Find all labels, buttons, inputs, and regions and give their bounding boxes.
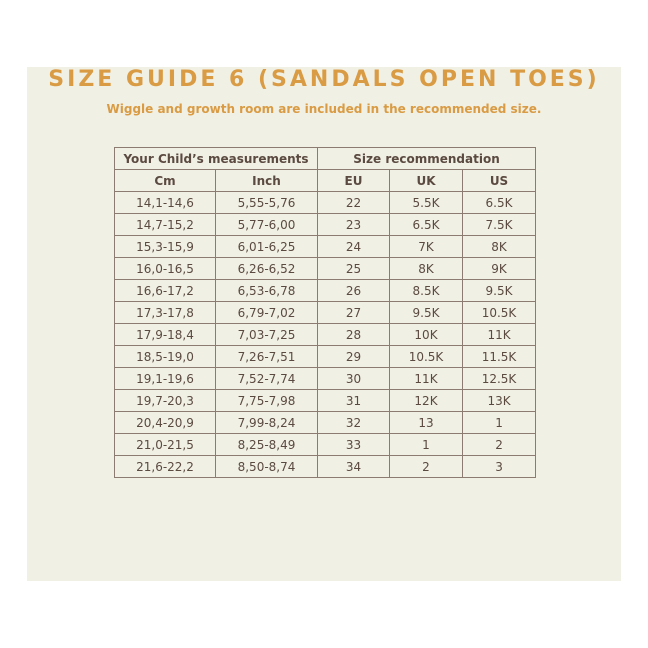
cell-inch: 7,75-7,98: [216, 390, 318, 412]
cell-eu: 22: [318, 192, 390, 214]
cell-eu: 33: [318, 434, 390, 456]
cell-inch: 8,50-8,74: [216, 456, 318, 478]
cell-us: 3: [463, 456, 536, 478]
cell-eu: 32: [318, 412, 390, 434]
cell-eu: 27: [318, 302, 390, 324]
size-guide-panel: [27, 67, 621, 581]
cell-uk: 13: [390, 412, 463, 434]
column-header-eu: EU: [318, 170, 390, 192]
cell-inch: 6,79-7,02: [216, 302, 318, 324]
cell-eu: 34: [318, 456, 390, 478]
cell-cm: 16,6-17,2: [115, 280, 216, 302]
cell-us: 2: [463, 434, 536, 456]
cell-cm: 17,9-18,4: [115, 324, 216, 346]
cell-us: 9K: [463, 258, 536, 280]
table-row: [115, 456, 536, 478]
cell-uk: 2: [390, 456, 463, 478]
cell-us: 10.5K: [463, 302, 536, 324]
cell-uk: 10.5K: [390, 346, 463, 368]
cell-cm: 17,3-17,8: [115, 302, 216, 324]
column-header-us: US: [463, 170, 536, 192]
cell-cm: 19,7-20,3: [115, 390, 216, 412]
table-row: [115, 390, 536, 412]
cell-eu: 26: [318, 280, 390, 302]
header-recommendation: Size recommendation: [318, 148, 536, 170]
cell-eu: 24: [318, 236, 390, 258]
cell-inch: 6,01-6,25: [216, 236, 318, 258]
cell-uk: 10K: [390, 324, 463, 346]
column-header-row: [115, 170, 536, 192]
table-row: [115, 236, 536, 258]
table-row: [115, 302, 536, 324]
cell-eu: 29: [318, 346, 390, 368]
table-row: [115, 434, 536, 456]
cell-us: 7.5K: [463, 214, 536, 236]
size-table: [114, 147, 536, 478]
column-header-cm: Cm: [115, 170, 216, 192]
cell-uk: 7K: [390, 236, 463, 258]
cell-us: 13K: [463, 390, 536, 412]
cell-inch: 7,52-7,74: [216, 368, 318, 390]
cell-uk: 1: [390, 434, 463, 456]
cell-eu: 31: [318, 390, 390, 412]
cell-inch: 6,26-6,52: [216, 258, 318, 280]
cell-inch: 5,55-5,76: [216, 192, 318, 214]
cell-cm: 18,5-19,0: [115, 346, 216, 368]
cell-cm: 21,0-21,5: [115, 434, 216, 456]
cell-eu: 28: [318, 324, 390, 346]
column-header-uk: UK: [390, 170, 463, 192]
cell-inch: 7,26-7,51: [216, 346, 318, 368]
cell-us: 6.5K: [463, 192, 536, 214]
cell-inch: 8,25-8,49: [216, 434, 318, 456]
table-row: [115, 368, 536, 390]
cell-uk: 8K: [390, 258, 463, 280]
cell-cm: 16,0-16,5: [115, 258, 216, 280]
group-header-row: [115, 148, 536, 170]
size-table-body: [115, 192, 536, 478]
page-subtitle: Wiggle and growth room are included in the recommended size.: [106, 102, 542, 116]
cell-cm: 21,6-22,2: [115, 456, 216, 478]
cell-us: 11K: [463, 324, 536, 346]
table-row: [115, 280, 536, 302]
cell-uk: 5.5K: [390, 192, 463, 214]
cell-inch: 6,53-6,78: [216, 280, 318, 302]
cell-cm: 20,4-20,9: [115, 412, 216, 434]
cell-us: 1: [463, 412, 536, 434]
cell-uk: 8.5K: [390, 280, 463, 302]
cell-us: 9.5K: [463, 280, 536, 302]
cell-cm: 14,1-14,6: [115, 192, 216, 214]
cell-us: 8K: [463, 236, 536, 258]
cell-uk: 6.5K: [390, 214, 463, 236]
page-title: SIZE GUIDE 6 (SANDALS OPEN TOES): [48, 67, 600, 92]
cell-uk: 12K: [390, 390, 463, 412]
cell-cm: 19,1-19,6: [115, 368, 216, 390]
cell-inch: 5,77-6,00: [216, 214, 318, 236]
table-row: [115, 214, 536, 236]
table-row: [115, 412, 536, 434]
cell-eu: 25: [318, 258, 390, 280]
header-measurements: Your Child’s measurements: [115, 148, 318, 170]
cell-inch: 7,99-8,24: [216, 412, 318, 434]
cell-us: 12.5K: [463, 368, 536, 390]
cell-us: 11.5K: [463, 346, 536, 368]
table-row: [115, 258, 536, 280]
cell-cm: 15,3-15,9: [115, 236, 216, 258]
cell-uk: 11K: [390, 368, 463, 390]
cell-eu: 23: [318, 214, 390, 236]
table-row: [115, 324, 536, 346]
table-row: [115, 192, 536, 214]
cell-cm: 14,7-15,2: [115, 214, 216, 236]
cell-uk: 9.5K: [390, 302, 463, 324]
cell-inch: 7,03-7,25: [216, 324, 318, 346]
column-header-inch: Inch: [216, 170, 318, 192]
cell-eu: 30: [318, 368, 390, 390]
table-row: [115, 346, 536, 368]
